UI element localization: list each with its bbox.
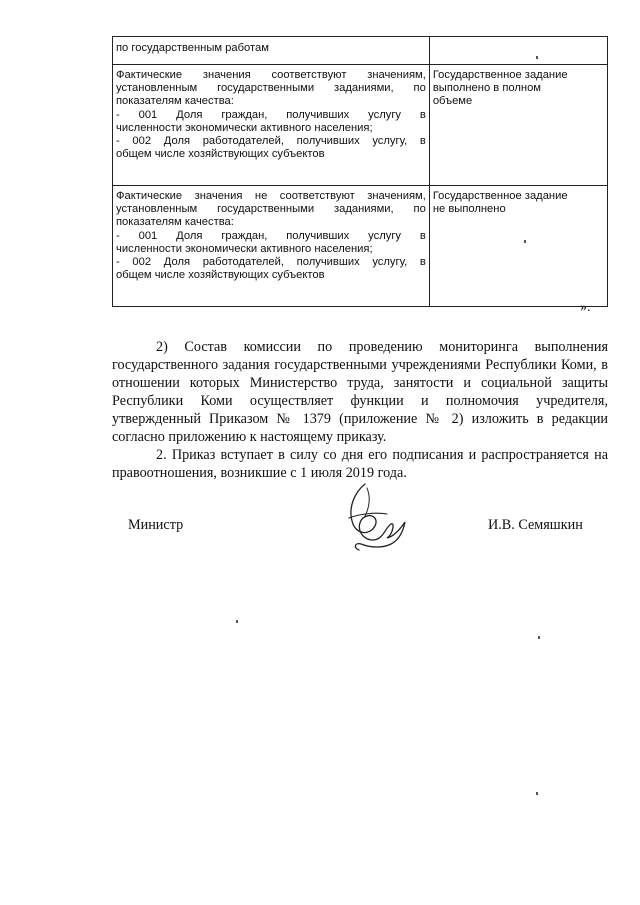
scan-speck <box>536 56 538 59</box>
criterion-line: - 002 Доля работодателей, получивших услугу, в <box>116 135 426 148</box>
closing-quote: ». <box>580 300 591 315</box>
scan-speck <box>538 636 540 639</box>
criterion-line: общем числе хозяйствующих субъектов <box>116 148 325 161</box>
conclusion-cell <box>429 65 607 186</box>
table-row <box>113 65 608 186</box>
criterion-line: Фактические значения не соответствуют значениям, <box>116 190 426 202</box>
conclusion-line: Государственное задание <box>432 69 568 81</box>
criterion-cell <box>113 65 430 186</box>
handwritten-signature <box>325 478 415 553</box>
criterion-line: установленным государственными заданиями, по <box>116 82 426 95</box>
scan-speck <box>524 240 526 243</box>
signatory-name: И.В. Семяшкин <box>488 517 583 533</box>
table-row <box>113 37 608 65</box>
signatory-title: Министр <box>128 517 184 533</box>
criterion-line: - 002 Доля работодателей, получивших услугу, в <box>116 256 426 269</box>
conclusion-cell <box>429 186 607 307</box>
table-row <box>113 186 608 307</box>
paragraph-effective-date: 2. Приказ вступает в силу со дня его подписания и распространяется на правоотношения, возникшие с 1 июля 2019 года. <box>112 447 608 482</box>
criterion-line: общем числе хозяйствующих субъектов <box>116 269 325 282</box>
criterion-line: по государственным работам <box>116 42 269 54</box>
criterion-cell <box>113 37 430 65</box>
conclusion-line: выполнено в полном <box>432 82 541 95</box>
criteria-table <box>112 36 608 307</box>
criterion-line: установленным государственными заданиями, по <box>116 203 426 216</box>
scan-speck <box>536 792 538 795</box>
criterion-line: показателям качества: <box>116 95 234 108</box>
criterion-line: численности экономически активного населения; <box>116 121 373 134</box>
criterion-cell <box>113 186 430 307</box>
conclusion-line: не выполнено <box>432 203 506 216</box>
criterion-line: численности экономически активного населения; <box>116 242 373 255</box>
conclusion-line: объеме <box>432 95 473 108</box>
criterion-line: Фактические значения соответствуют значениям, <box>116 69 426 81</box>
paragraph-amendment: 2) Состав комиссии по проведению мониторинга выполнения государственного задания государственными учреждениями Республики Коми, в отношении которых Министерство труда, занятости и социальной защиты Республики Коми осуществляет функции и полномочия учредителя, утвержденный Приказом № 1379 (приложение № 2) изложить в редакции согласно приложению к настоящему приказу. <box>112 339 608 446</box>
criterion-line: - 001 Доля граждан, получивших услугу в <box>116 108 426 121</box>
conclusion-cell <box>429 37 607 65</box>
conclusion-line: Государственное задание <box>432 190 568 202</box>
criterion-line: - 001 Доля граждан, получивших услугу в <box>116 229 426 242</box>
criterion-line: показателям качества: <box>116 216 234 229</box>
scan-speck <box>236 620 238 623</box>
